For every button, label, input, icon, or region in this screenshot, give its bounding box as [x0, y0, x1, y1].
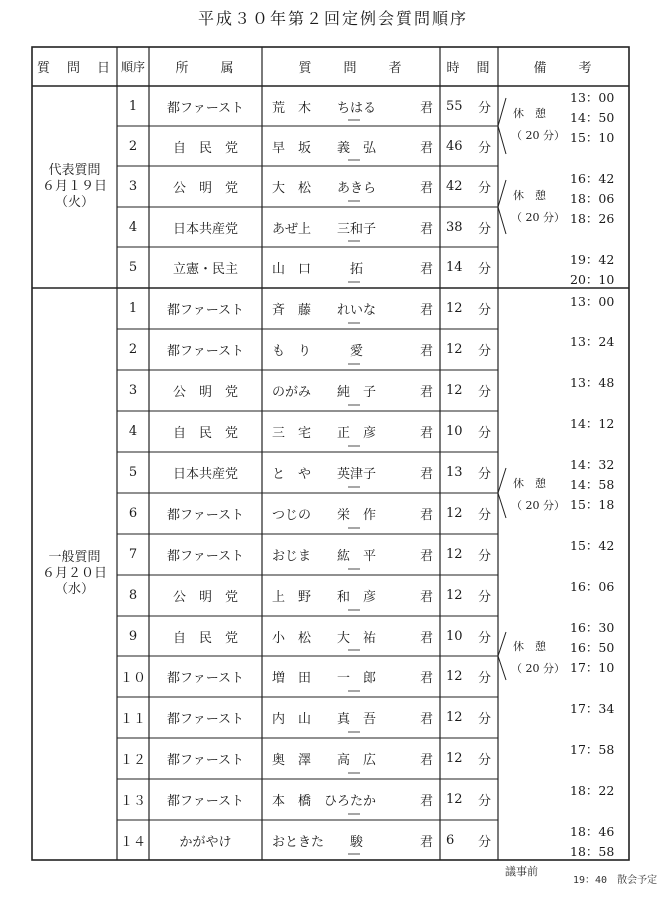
order-cell: 5 [128, 465, 138, 480]
party-cell: 都ファースト [166, 794, 245, 809]
party-cell: 都ファースト [166, 671, 245, 686]
order-cell: 2 [128, 342, 138, 357]
remark-time: 13：00 [570, 294, 615, 309]
questioner-name: 早 坂 義 弘 [272, 140, 377, 156]
minutes-cell: 14 [446, 260, 463, 275]
break-label: 休 憩 [513, 189, 546, 202]
honorific: 君 [420, 753, 434, 768]
questioner-name: 山 口 拓 [272, 262, 364, 277]
honorific: 君 [420, 344, 434, 359]
questioner-name: 小 松 大 祐 [272, 630, 377, 646]
honorific: 君 [420, 140, 434, 156]
remark-time: 20：10 [570, 272, 615, 287]
questioner-name: と や 英津子 [272, 467, 377, 482]
minutes-cell: 12 [446, 301, 463, 316]
minutes-unit: 分 [478, 834, 492, 850]
honorific: 君 [420, 181, 434, 196]
order-cell: １０ [119, 671, 146, 686]
remark-time: 14：58 [570, 477, 615, 492]
party-cell: 公 明 党 [172, 590, 238, 605]
order-cell: １４ [119, 834, 146, 850]
day-date: ６月１９日 [41, 179, 107, 194]
party-cell: 都ファースト [166, 303, 245, 318]
minutes-unit: 分 [478, 712, 492, 727]
honorific: 君 [420, 100, 434, 116]
remark-time: 15：18 [570, 497, 615, 512]
day-type: 一般質問 [48, 550, 101, 565]
honorific: 君 [420, 467, 434, 482]
handwritten-adjourn-note: 19：40 散会予定 [573, 875, 658, 886]
questioner-name: 三 宅 正 彦 [272, 426, 377, 441]
order-cell: １１ [119, 712, 146, 727]
header-party: 所 属 [175, 61, 236, 76]
day-type: 代表質問 [48, 163, 101, 178]
order-cell: 2 [128, 138, 138, 154]
party-cell: 自 民 党 [172, 140, 238, 156]
minutes-unit: 分 [478, 671, 492, 686]
party-cell: 公 明 党 [172, 181, 238, 196]
party-cell: 都ファースト [166, 100, 245, 116]
handwritten-note: 議事前 [505, 865, 538, 878]
break-duration: （ 20 分） [511, 129, 565, 142]
minutes-unit: 分 [478, 140, 492, 156]
minutes-unit: 分 [478, 100, 492, 116]
minutes-cell: 12 [446, 506, 463, 521]
remark-time: 14：12 [570, 416, 615, 431]
break-duration: （ 20 分） [511, 211, 565, 224]
remark-time: 17：58 [570, 742, 615, 757]
minutes-unit: 分 [478, 385, 492, 400]
remark-time: 14：32 [570, 457, 615, 472]
minutes-cell: 10 [446, 424, 463, 439]
minutes-cell: 12 [446, 547, 463, 562]
questioner-name: 奥 澤 高 広 [272, 753, 377, 768]
questioner-name: おじま 紘 平 [272, 549, 377, 564]
day-label-general [32, 288, 117, 860]
day-weekday: （火） [54, 195, 94, 210]
remark-time: 18：58 [570, 844, 615, 859]
order-cell: 1 [128, 301, 138, 316]
party-cell: 都ファースト [166, 549, 245, 564]
minutes-unit: 分 [478, 262, 492, 277]
order-cell: 3 [128, 383, 138, 398]
remark-time: 16：06 [570, 579, 615, 594]
party-cell: 都ファースト [166, 753, 245, 768]
questioner-name: おときた 駿 [272, 834, 364, 850]
remark-time: 18：26 [570, 211, 615, 226]
questioner-name: 斉 藤 れいな [272, 303, 377, 318]
header-date: 質 問 日 [36, 61, 112, 76]
honorific: 君 [420, 794, 434, 809]
questioner-name: も り 愛 [272, 344, 364, 359]
minutes-cell: 46 [446, 138, 463, 154]
honorific: 君 [420, 303, 434, 318]
break-label: 休 憩 [513, 107, 546, 120]
honorific: 君 [420, 549, 434, 564]
questioner-name: 荒 木 ちはる [272, 100, 377, 116]
minutes-cell: 13 [446, 465, 463, 480]
minutes-unit: 分 [478, 303, 492, 318]
remark-time: 18：46 [570, 824, 615, 839]
order-cell: １３ [119, 794, 146, 809]
questioner-name: 内 山 真 吾 [272, 712, 377, 727]
honorific: 君 [420, 262, 434, 277]
minutes-unit: 分 [478, 181, 492, 196]
questioner-name: のがみ 純 子 [272, 385, 377, 400]
questioner-name: 上 野 和 彦 [272, 590, 377, 605]
order-cell: 8 [128, 588, 138, 603]
header-remarks: 備 考 [533, 61, 594, 76]
order-cell: 7 [128, 547, 138, 562]
minutes-unit: 分 [478, 549, 492, 564]
minutes-cell: 42 [446, 179, 463, 194]
minutes-unit: 分 [478, 467, 492, 482]
party-cell: 公 明 党 [172, 385, 238, 400]
party-cell: 日本共産党 [172, 221, 238, 237]
remark-time: 16：30 [570, 620, 615, 635]
minutes-unit: 分 [478, 221, 492, 237]
remark-time: 15：10 [570, 130, 615, 145]
party-cell: 都ファースト [166, 712, 245, 727]
minutes-unit: 分 [478, 590, 492, 605]
remark-time: 18：22 [570, 783, 615, 798]
questioner-name: あぜ上 三和子 [272, 221, 377, 237]
honorific: 君 [420, 712, 434, 727]
order-cell: 3 [128, 179, 138, 194]
header-order: 順序 [120, 60, 145, 74]
party-cell: 自 民 党 [172, 630, 238, 646]
honorific: 君 [420, 630, 434, 646]
remark-time: 18：06 [570, 191, 615, 206]
minutes-cell: 12 [446, 669, 463, 684]
day-label-representative [32, 86, 117, 288]
order-cell: 6 [128, 506, 138, 521]
party-cell: 立憲・民主 [172, 262, 238, 277]
minutes-cell: 10 [446, 628, 463, 644]
party-cell: 都ファースト [166, 344, 245, 359]
honorific: 君 [420, 385, 434, 400]
questioner-name: 本 橋 ひろたか [272, 794, 377, 809]
minutes-cell: 12 [446, 342, 463, 357]
honorific: 君 [420, 221, 434, 237]
minutes-cell: 12 [446, 710, 463, 725]
minutes-unit: 分 [478, 794, 492, 809]
remark-time: 16：50 [570, 640, 615, 655]
remark-time: 13：00 [570, 90, 615, 105]
order-cell: 4 [128, 219, 138, 235]
header-questioner: 質 問 者 [298, 61, 404, 76]
minutes-cell: 12 [446, 751, 463, 766]
minutes-cell: 12 [446, 383, 463, 398]
honorific: 君 [420, 671, 434, 686]
order-cell: 1 [128, 98, 138, 114]
remark-time: 15：42 [570, 538, 615, 553]
break-duration: （ 20 分） [511, 499, 565, 512]
minutes-unit: 分 [478, 753, 492, 768]
honorific: 君 [420, 508, 434, 523]
order-cell: １２ [119, 753, 146, 768]
honorific: 君 [420, 590, 434, 605]
day-weekday: （水） [54, 582, 94, 597]
break-duration: （ 20 分） [511, 662, 565, 675]
remark-time: 14：50 [570, 110, 615, 125]
remark-time: 16：42 [570, 171, 615, 186]
order-cell: 9 [128, 628, 138, 644]
order-cell: 4 [128, 424, 138, 439]
questioner-name: 大 松 あきら [272, 181, 377, 196]
remark-time: 17：34 [570, 701, 615, 716]
honorific: 君 [420, 426, 434, 441]
minutes-unit: 分 [478, 426, 492, 441]
minutes-cell: 38 [446, 219, 463, 235]
party-cell: かがやけ [179, 834, 232, 850]
minutes-unit: 分 [478, 508, 492, 523]
minutes-cell: 12 [446, 588, 463, 603]
break-label: 休 憩 [513, 640, 546, 653]
minutes-cell: 6 [446, 832, 455, 848]
honorific: 君 [420, 834, 434, 850]
party-cell: 日本共産党 [172, 467, 238, 482]
remark-time: 19：42 [570, 252, 615, 267]
remark-time: 17：10 [570, 660, 615, 675]
minutes-cell: 12 [446, 792, 463, 807]
remark-time: 13：48 [570, 375, 615, 390]
questioner-name: つじの 栄 作 [272, 508, 377, 523]
header-time: 時 間 [446, 61, 492, 76]
party-cell: 都ファースト [166, 508, 245, 523]
document-title: 平成３０年第２回定例会質問順序 [197, 9, 468, 28]
party-cell: 自 民 党 [172, 426, 238, 441]
break-label: 休 憩 [513, 477, 546, 490]
questioner-name: 増 田 一 郎 [272, 671, 377, 686]
minutes-cell: 55 [446, 98, 463, 114]
minutes-unit: 分 [478, 344, 492, 359]
day-date: ６月２０日 [41, 566, 107, 581]
minutes-unit: 分 [478, 630, 492, 646]
remark-time: 13：24 [570, 334, 615, 349]
order-cell: 5 [128, 260, 138, 275]
